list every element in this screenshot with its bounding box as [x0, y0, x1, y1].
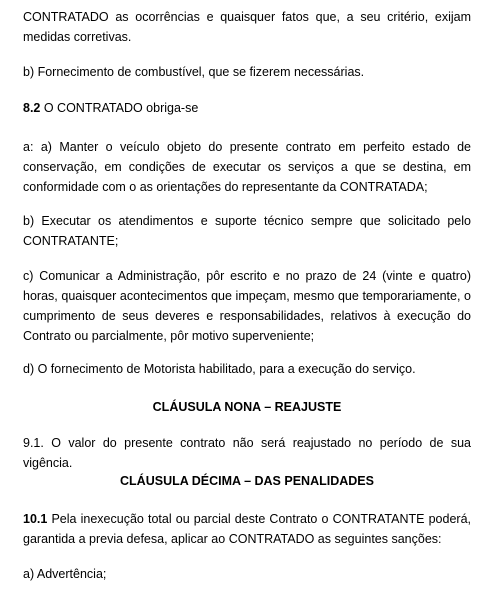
paragraph-warning: a) Advertência; — [23, 567, 107, 581]
paragraph-technical-support: b) Executar os atendimentos e suporte técnico sempre que solicitado pelo CONTRATANTE; — [23, 214, 471, 248]
paragraph-no-readjustment: 9.1. O valor do presente contrato não será reajustado no período de sua vigência. — [23, 436, 471, 470]
clause-number: 8.2 — [23, 101, 41, 115]
paragraph-obligations-intro — [23, 98, 471, 118]
paragraph-fuel-supply: b) Fornecimento de combustível, que se fizerem necessárias. — [23, 65, 365, 79]
clause-text: O CONTRATADO obriga-se — [40, 101, 199, 115]
paragraph-vehicle-maintenance: a: a) Manter o veículo objeto do presente contrato em perfeito estado de conservação, em condições de executar os serviços a que se destina, em conformidade com o as orientações do representante da CONTRATADA; — [23, 140, 471, 194]
paragraph-sanctions — [23, 509, 471, 549]
paragraph-driver-supply: d) O fornecimento de Motorista habilitado, para a execução do serviço. — [23, 362, 416, 376]
paragraph-communication: c) Comunicar a Administração, pôr escrito e no prazo de 24 (vinte e quatro) horas, quaisquer acontecimentos que impeçam, mesmo que temporariamente, o cumprimento de seus deveres e responsabilidades, relativos à execução do Contrato ou parcialmente, pôr motivo superveniente; — [23, 269, 471, 343]
section-heading-reajuste: CLÁUSULA NONA – REAJUSTE — [152, 400, 342, 414]
clause-number: 10.1 — [23, 512, 48, 526]
section-heading-penalidades: CLÁUSULA DÉCIMA – DAS PENALIDADES — [120, 474, 374, 488]
clause-text: Pela inexecução total ou parcial deste Contrato o CONTRATANTE poderá, garantida a previa defesa, aplicar ao CONTRATADO as seguintes sanções: — [23, 512, 471, 546]
paragraph-corrective-measures: CONTRATADO as ocorrências e quaisquer fatos que, a seu critério, exijam medidas corretivas. — [23, 10, 471, 44]
